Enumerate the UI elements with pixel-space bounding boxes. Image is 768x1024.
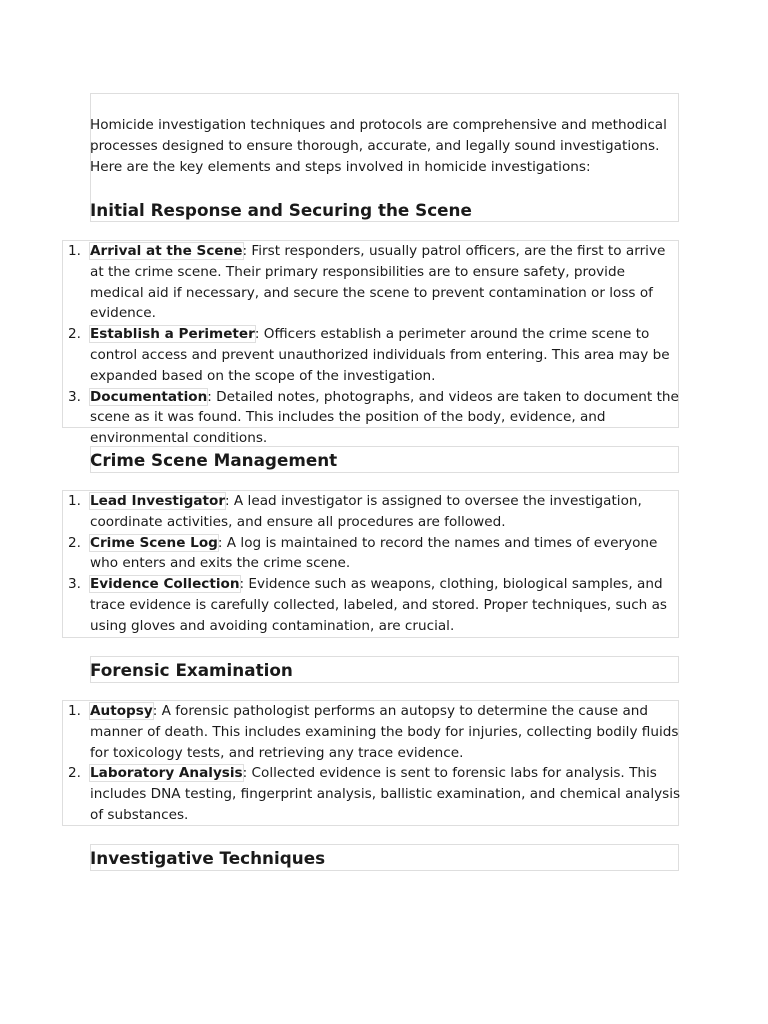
list-number: 3. [68, 576, 81, 593]
list-item [62, 241, 682, 324]
list-crime-scene-management [62, 491, 682, 637]
list-text: : A log is maintained to record the names and times of everyone who enters and exits the crime scene. [90, 534, 658, 572]
list-number: 3. [68, 388, 81, 405]
list-text: : Evidence such as weapons, clothing, biological samples, and trace evidence is carefully collected, labeled, and stored. Proper techniques, such as using gloves and avoiding contamination, are crucial. [90, 576, 668, 634]
list-number: 1. [68, 703, 81, 719]
list-item [62, 574, 682, 636]
list-item [62, 763, 682, 825]
section-heading-investigative-techniques: Investigative Techniques [90, 848, 326, 868]
list-initial-response [62, 241, 682, 449]
list-number: 2. [68, 534, 81, 551]
list-text: : Collected evidence is sent to forensic labs for analysis. This includes DNA testing, fingerprint analysis, ballistic examination, and chemical analysis of substances. [90, 765, 681, 823]
list-term: Documentation [90, 388, 208, 405]
list-text: : Detailed notes, photographs, and videos are taken to document the scene as it was found. This includes the position of the body, evidence, and environmental conditions. [90, 388, 679, 447]
list-term: Lead Investigator [90, 493, 226, 509]
list-item [62, 491, 682, 533]
list-term: Establish a Perimeter [90, 326, 255, 343]
list-number: 2. [68, 326, 81, 343]
list-item [62, 701, 682, 763]
list-term: Evidence Collection [90, 576, 240, 593]
list-text: : A lead investigator is assigned to oversee the investigation, coordinate activities, and ensure all procedures are followed. [90, 493, 642, 530]
list-text: : A forensic pathologist performs an autopsy to determine the cause and manner of death. This includes examining the body for injuries, collecting bodily fluids for toxicology tests, and retrieving any trace evidence. [90, 703, 679, 761]
list-text: : Officers establish a perimeter around the crime scene to control access and prevent unauthorized individuals from entering. This area may be expanded based on the scope of the investigation. [90, 326, 670, 384]
list-number: 2. [68, 765, 81, 782]
section-heading-forensic-examination: Forensic Examination [90, 660, 293, 680]
list-number: 1. [68, 493, 81, 509]
section-heading-crime-scene-management: Crime Scene Management [90, 450, 338, 470]
list-item [62, 533, 682, 575]
list-text: : First responders, usually patrol officers, are the first to arrive at the crime scene. Their primary responsibilities are to ensure safety, provide medical aid if necessary, and secure the scene to prevent contamination or loss of evidence. [90, 243, 666, 322]
list-term: Crime Scene Log [90, 534, 218, 551]
list-number: 1. [68, 243, 81, 259]
list-term: Arrival at the Scene [90, 243, 243, 259]
list-item [62, 387, 682, 449]
section-heading-initial-response: Initial Response and Securing the Scene [90, 200, 472, 220]
list-forensic-examination [62, 701, 682, 826]
list-item [62, 324, 682, 386]
list-term: Laboratory Analysis [90, 765, 243, 782]
list-term: Autopsy [90, 703, 153, 719]
intro-paragraph: Homicide investigation techniques and protocols are comprehensive and methodical processes designed to ensure thorough, accurate, and legally sound investigations. Here are the key elements and steps involved in homicide investigations: [90, 117, 667, 175]
